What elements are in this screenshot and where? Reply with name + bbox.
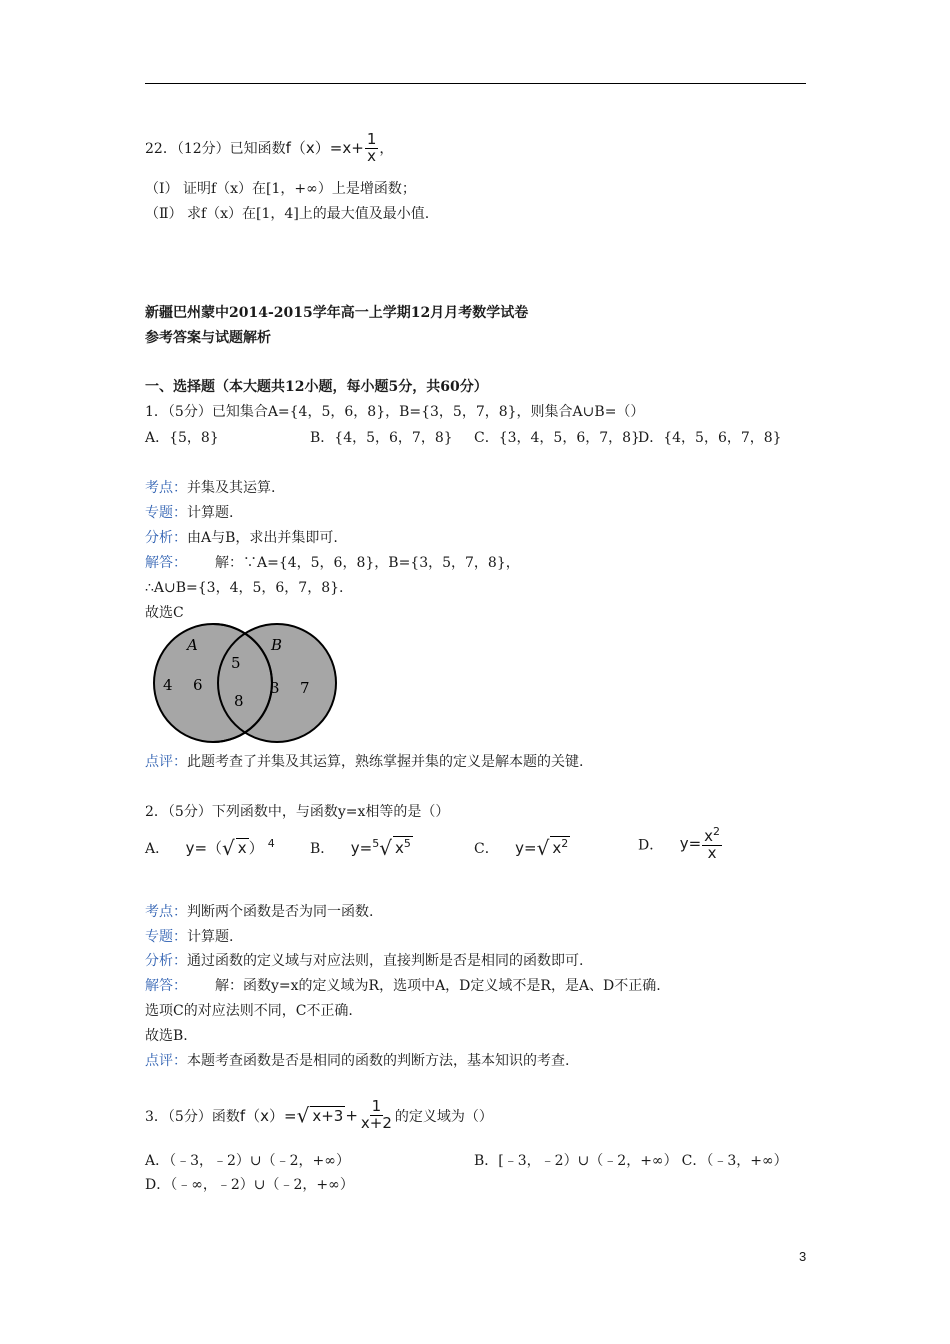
q1-option-c: C．{3，4，5，6，7，8}: [474, 430, 640, 446]
radical-icon: √: [379, 836, 392, 860]
q2-jieda-text: 解：函数y=x的定义域为R，选项中A，D定义域不是R，是A、D不正确.: [215, 978, 661, 994]
q2-c-radicand-base: x: [552, 839, 562, 857]
q1-dianping: [145, 751, 583, 771]
q2-b-root-index: 5: [372, 837, 380, 850]
q22-stem-prefix: 22．（12分）已知函数: [145, 140, 286, 157]
q2-dianping: [145, 1050, 569, 1070]
q2-fenxi-label: 分析：: [145, 953, 187, 969]
q3-option-a: A．（﹣3，﹣2）∪（﹣2，+∞）: [145, 1153, 350, 1169]
q1-zhuanti-label: 专题：: [145, 505, 187, 521]
q2-kaodian-label: 考点：: [145, 904, 187, 920]
q22-frac-den: x: [367, 146, 377, 165]
q2-option-d-formula: [679, 825, 723, 862]
q2-zhuanti-label: 专题：: [145, 929, 187, 945]
q1-kaodian-label: 考点：: [145, 480, 187, 496]
q2-option-a-label: A．: [145, 841, 170, 857]
q2-d-denominator: x: [707, 843, 717, 862]
q3-option-b-c: [474, 1150, 788, 1170]
q22-stem: [145, 132, 393, 165]
q2-stem: 2．（5分）下列函数中，与函数y=x相等的是（）: [145, 804, 450, 820]
q22-frac-num: 1: [366, 130, 377, 148]
q2-jieda-line2: 选项C的对应法则不同，C不正确.: [145, 1003, 353, 1019]
q2-option-c: [474, 836, 570, 860]
q3-stem-prefix: 3．（5分）函数: [145, 1108, 240, 1125]
q2-option-a: [145, 836, 275, 860]
q2-option-c-label: C．: [474, 841, 499, 857]
q22-func-lhs: f（x）=x+: [285, 138, 364, 157]
q2-option-a-formula: [185, 836, 275, 860]
radical-icon: √: [296, 1103, 310, 1128]
q3-stem-suffix: 的定义域为（）: [394, 1108, 493, 1125]
q3-radicand: x+3: [312, 1106, 344, 1125]
q1-jieda-label: 解答：: [145, 555, 187, 571]
q2-option-b-formula: [350, 836, 413, 860]
q2-d-num-base: x: [704, 827, 714, 845]
q2-d-fraction: [702, 826, 722, 862]
venn-only-a-1: 4: [163, 676, 173, 694]
q3-stem: [145, 1099, 493, 1132]
q2-jieda-label: 解答：: [145, 978, 187, 994]
q3-func-lhs: f（x）=: [239, 1106, 297, 1125]
q2-option-d-label: D．: [638, 837, 664, 854]
q1-zhuanti-text: 计算题.: [187, 505, 234, 521]
venn-both-1: 5: [231, 654, 241, 672]
answers-subtitle: 参考答案与试题解析: [145, 330, 271, 346]
venn-label-b: B: [271, 636, 283, 654]
q1-fenxi-label: 分析：: [145, 530, 187, 546]
q2-fenxi-text: 通过函数的定义域与对应法则，直接判断是否是相同的函数即可.: [187, 953, 584, 969]
q2-dianping-text: 本题考查函数是否是相同的函数的判断方法，基本知识的考查.: [187, 1053, 570, 1069]
q22-stem-suffix: ，: [379, 140, 394, 157]
q1-dianping-label: 点评：: [145, 754, 187, 770]
q2-option-d: [638, 826, 723, 862]
q2-c-pre: y=: [515, 839, 537, 857]
q2-zhuanti: [145, 926, 233, 946]
venn-diagram: [143, 621, 339, 745]
q3-function: [239, 1097, 395, 1132]
section1-heading: 一、选择题（本大题共12小题，每小题5分，共60分）: [145, 379, 488, 395]
q3-option-b: B．[﹣3，﹣2）∪（﹣2，+∞）: [474, 1153, 678, 1169]
q2-b-radicand: [393, 836, 413, 857]
q2-d-numerator: [702, 826, 722, 846]
q1-fenxi: [145, 527, 338, 547]
q2-a-radicand: x: [237, 839, 247, 857]
q1-zhuanti: [145, 502, 233, 522]
q1-option-a: A．{5，8}: [145, 430, 219, 446]
q3-plus: +: [345, 1106, 358, 1125]
q1-jieda-line2: ∴A∪B={3，4，5，6，7，8}.: [145, 580, 344, 596]
q2-dianping-label: 点评：: [145, 1053, 187, 1069]
q1-kaodian: [145, 477, 275, 497]
q2-c-radicand: [550, 836, 570, 857]
q2-jieda: [145, 975, 661, 995]
q2-kaodian: [145, 901, 373, 921]
answers-title: 新疆巴州蒙中2014-2015学年高一上学期12月月考数学试卷: [145, 305, 529, 321]
q2-d-num-exponent: 2: [713, 825, 721, 838]
q1-kaodian-text: 并集及其运算.: [187, 480, 276, 496]
q2-c-exponent: 2: [561, 837, 569, 850]
q2-option-c-formula: [515, 836, 570, 860]
q1-jieda: [145, 552, 520, 572]
q2-a-post: ）: [248, 839, 264, 857]
q2-d-pre: y=: [679, 834, 702, 853]
q1-dianping-text: 此题考查了并集及其运算，熟练掌握并集的定义是解本题的关键.: [187, 754, 584, 770]
q1-fenxi-text: 由A与B，求出并集即可.: [187, 530, 338, 546]
header-rule: [145, 83, 806, 84]
venn-only-b-1: 3: [270, 679, 280, 697]
venn-label-a: A: [187, 636, 198, 654]
radical-icon: √: [222, 836, 235, 860]
q1-choose: 故选C: [145, 605, 184, 621]
q2-b-exponent: 5: [403, 837, 411, 850]
radical-icon: √: [536, 836, 550, 860]
q2-b-radicand-base: x: [394, 839, 404, 857]
venn-only-a-2: 6: [193, 676, 203, 694]
q1-option-d: D．{4，5，6，7，8}: [638, 430, 782, 446]
q2-a-exponent: 4: [267, 837, 275, 850]
q2-kaodian-text: 判断两个函数是否为同一函数.: [187, 904, 374, 920]
q2-option-b-label: B．: [310, 841, 335, 857]
venn-both-2: 8: [234, 692, 244, 710]
q22-part1: （Ⅰ） 证明f（x）在[1，+∞）上是增函数；: [145, 181, 416, 197]
q3-option-d: D．（﹣∞，﹣2）∪（﹣2，+∞）: [145, 1177, 354, 1193]
q2-fenxi: [145, 950, 583, 970]
q3-option-c: C．（﹣3，+∞）: [681, 1153, 788, 1169]
q1-jieda-text: 解：∵A={4，5，6，8}，B={3，5，7，8}，: [215, 555, 520, 571]
q22-part2: （Ⅱ） 求f（x）在[1，4]上的最大值及最小值.: [145, 206, 430, 222]
q3-fraction: [359, 1099, 394, 1132]
q3-frac-num: 1: [371, 1097, 382, 1115]
q22-function: [285, 130, 380, 165]
q2-option-b: [310, 836, 413, 860]
q2-b-pre: y=: [350, 839, 373, 857]
page-number: 3: [799, 1249, 807, 1264]
q22-fraction: [365, 132, 379, 165]
q2-zhuanti-text: 计算题.: [187, 929, 234, 945]
q3-frac-den: x+2: [360, 1113, 392, 1132]
q2-a-pre: y=（: [185, 839, 223, 857]
q2-choose: 故选B.: [145, 1028, 188, 1044]
venn-only-b-2: 7: [300, 679, 310, 697]
q1-option-b: B．{4，5，6，7，8}: [310, 430, 453, 446]
q1-stem: 1．（5分）已知集合A={4，5，6，8}，B={3，5，7，8}，则集合A∪B=（）: [145, 404, 645, 420]
